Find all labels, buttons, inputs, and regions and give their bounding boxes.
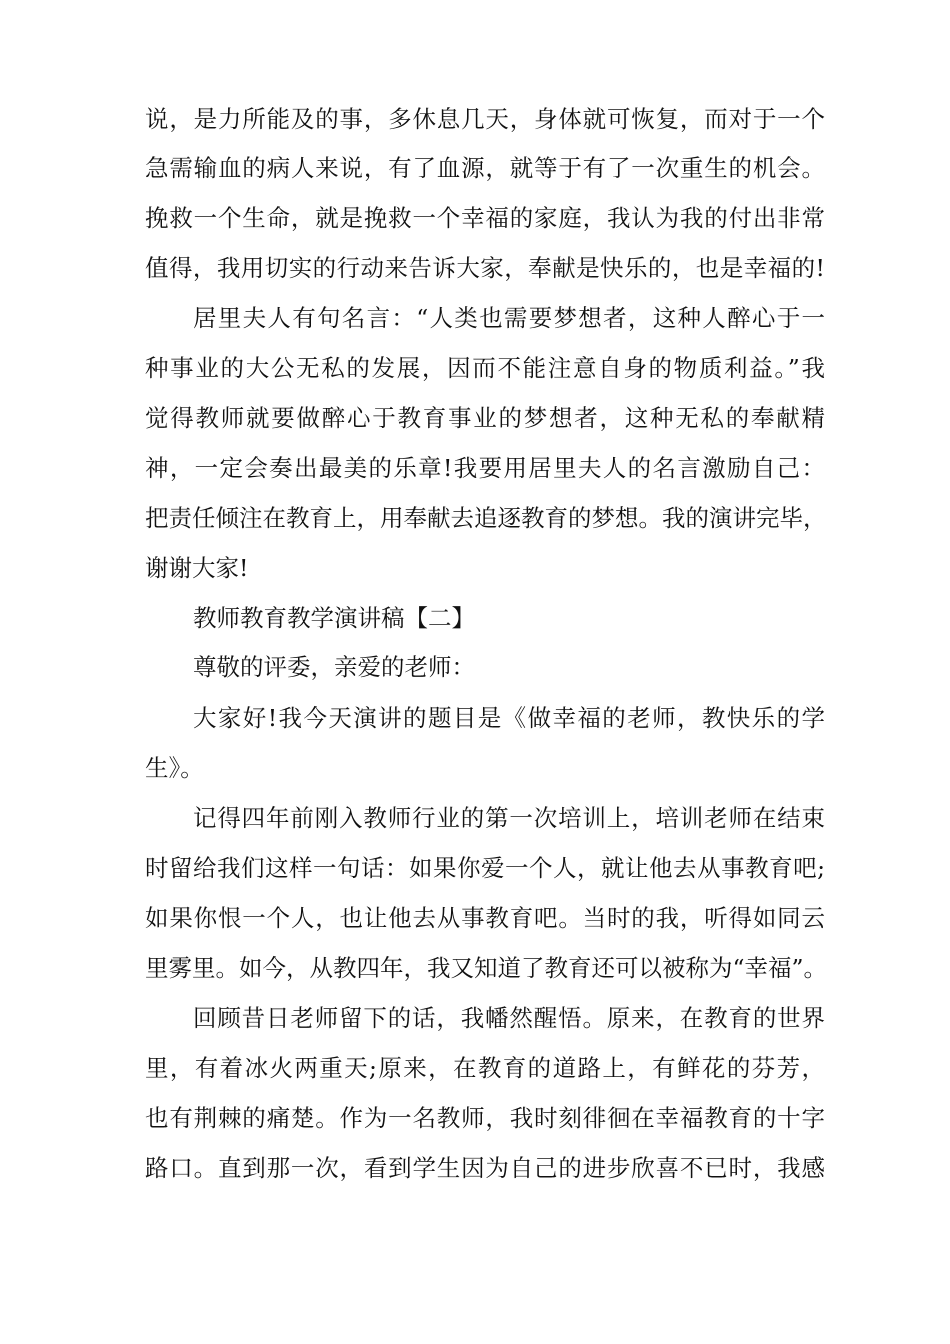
salutation: 尊敬的评委，亲爱的老师： — [193, 653, 475, 681]
text-line: 生》。 — [145, 754, 204, 782]
text-line: 记得四年前刚入教师行业的第一次培训上，培训老师在结束 — [193, 804, 825, 832]
text-line: 把责任倾注在教育上，用奉献去追逐教育的梦想。我的演讲完毕， — [145, 504, 827, 532]
text-line: 急需输血的病人来说，有了血源，就等于有了一次重生的机会。 — [145, 154, 825, 182]
section-heading: 教师教育教学演讲稿【二】 — [193, 604, 475, 632]
text-line: 觉得教师就要做醉心于教育事业的梦想者，这种无私的奉献精 — [145, 404, 825, 432]
text-line: 神，一定会奏出最美的乐章!我要用居里夫人的名言激励自己： — [145, 454, 825, 482]
text-line: 路口。直到那一次，看到学生因为自己的进步欣喜不已时，我感 — [145, 1154, 825, 1182]
text-line: 也有荆棘的痛楚。作为一名教师，我时刻徘徊在幸福教育的十字 — [145, 1104, 825, 1132]
text-line: 谢谢大家! — [145, 554, 249, 582]
text-line: 居里夫人有句名言：“人类也需要梦想者，这种人醉心于一 — [193, 304, 825, 332]
text-line: 值得，我用切实的行动来告诉大家，奉献是快乐的，也是幸福的! — [145, 254, 825, 282]
text-line: 挽救一个生命，就是挽救一个幸福的家庭，我认为我的付出非常 — [145, 204, 825, 232]
text-line: 如果你恨一个人，也让他去从事教育吧。当时的我，听得如同云 — [145, 904, 825, 932]
text-line: 里雾里。如今，从教四年，我又知道了教育还可以被称为“幸福”。 — [145, 954, 828, 982]
text-line: 回顾昔日老师留下的话，我幡然醒悟。原来，在教育的世界 — [193, 1004, 825, 1032]
text-line: 说，是力所能及的事，多休息几天，身体就可恢复，而对于一个 — [145, 105, 825, 133]
text-line: 时留给我们这样一句话：如果你爱一个人，就让他去从事教育吧; — [145, 854, 825, 882]
text-line: 大家好!我今天演讲的题目是《做幸福的老师，教快乐的学 — [193, 704, 825, 732]
text-line: 种事业的大公无私的发展，因而不能注意自身的物质利益。”我 — [145, 354, 825, 382]
text-line: 里，有着冰火两重天;原来，在教育的道路上，有鲜花的芬芳， — [145, 1054, 825, 1082]
